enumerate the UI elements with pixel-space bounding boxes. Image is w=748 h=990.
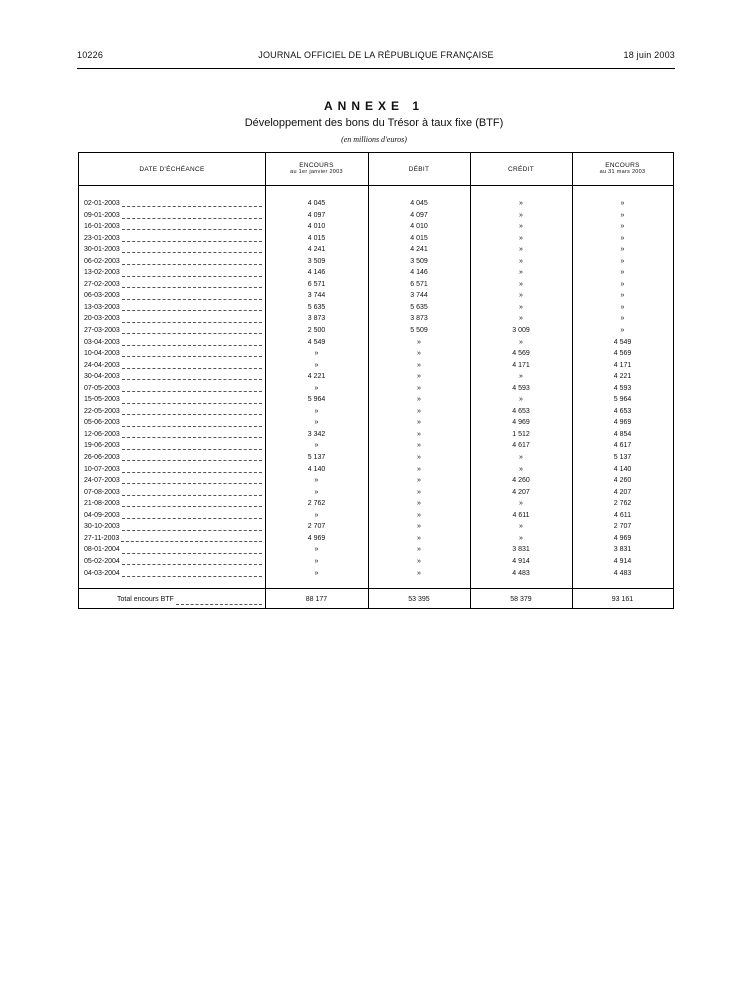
cell-debit: » [417,454,421,462]
cell-debit: » [417,384,421,392]
cell-encours-start: 4 146 [307,269,326,277]
cell-date: 26-06-2003 [84,454,120,462]
cell-encours-end: 2 762 [613,500,632,508]
cell-credit: 3 009 [512,327,530,335]
cell-encours-end: 4 140 [613,465,632,473]
cell-encours-end: » [620,315,625,323]
dot-leader [122,512,262,519]
cell-date-wrap [84,429,262,441]
cell-encours-end: 5 137 [613,454,632,462]
cell-date: 02-01-2003 [84,200,120,207]
cell-encours-start: 4 969 [307,534,326,542]
cell-encours-start: » [314,407,319,415]
cell-debit: 3 509 [410,257,428,265]
cell-encours-end: 4 969 [613,534,632,542]
cell-debit: » [417,534,421,542]
cell-date: 13-02-2003 [84,269,120,277]
cell-date: 05-06-2003 [84,419,120,427]
dot-leader [122,466,262,473]
cell-encours-end: 4 593 [613,384,632,392]
cell-date-wrap [84,556,262,568]
cell-debit: » [417,465,421,473]
cell-debit: » [417,546,421,554]
total-encours-end: 93 161 [611,596,634,603]
cell-encours-end: » [620,280,625,288]
cell-encours-end: » [620,257,625,265]
cell-credit: » [519,200,523,207]
cell-debit: » [417,338,421,346]
cell-date-wrap [84,452,262,464]
cell-date-wrap [84,498,262,510]
table-row [79,337,673,349]
cell-credit: » [519,338,523,346]
cell-credit: 4 653 [512,407,530,415]
cell-debit: » [417,407,421,415]
cell-encours-start: » [314,557,319,565]
cell-debit: 4 097 [410,211,428,219]
table-row [79,475,673,487]
cell-date: 15-05-2003 [84,396,120,404]
dot-leader [122,235,262,242]
dot-leader [122,500,262,507]
cell-encours-start: » [314,384,319,392]
dot-leader [122,420,262,427]
cell-date: 06-02-2003 [84,257,120,265]
dot-leader [122,408,262,415]
cell-credit: 1 512 [512,430,530,438]
table-row [79,279,673,291]
table-row [79,394,673,406]
cell-encours-end: 4 969 [613,419,632,427]
dot-leader [122,558,262,565]
header-encours-end [572,153,673,185]
cell-encours-end: » [620,292,625,300]
cell-date-wrap [84,406,262,418]
cell-credit: » [519,223,523,231]
cell-encours-end: » [620,234,625,242]
cell-date-wrap [84,383,262,395]
dot-leader [122,431,262,438]
cell-encours-start: 4 221 [307,373,326,381]
cell-encours-end: 4 171 [613,361,632,369]
table-row [79,325,673,337]
cell-encours-start: 2 707 [307,523,326,531]
cell-credit: » [519,315,523,323]
header-row-divider [79,185,673,186]
table-row [79,313,673,325]
cell-date-wrap [84,325,262,337]
total-credit: 58 379 [510,596,532,603]
cell-debit: 3 744 [410,292,428,300]
cell-credit: » [519,465,523,473]
header-debit [368,153,470,185]
cell-encours-start: » [314,361,319,369]
cell-credit: 4 914 [512,557,530,565]
cell-date-wrap [84,475,262,487]
cell-debit: » [417,442,421,450]
cell-encours-end: » [620,303,625,311]
journal-title: JOURNAL OFFICIEL DE LA RÉPUBLIQUE FRANÇAISE [258,50,494,60]
cell-date: 23-01-2003 [84,234,120,242]
dot-leader [122,281,262,288]
dot-leader [122,397,262,404]
cell-date: 05-02-2004 [84,557,120,565]
cell-credit: » [519,373,523,381]
cell-encours-start: 5 635 [307,303,326,311]
header-encours-start [265,153,368,185]
cell-encours-end: » [620,269,625,277]
cell-date: 16-01-2003 [84,223,120,231]
cell-encours-start: » [314,350,319,358]
header-credit [470,153,572,185]
cell-credit: 4 969 [512,419,530,427]
cell-debit: 4 015 [410,234,428,242]
cell-date-wrap [84,394,262,406]
cell-debit: » [417,523,421,531]
cell-date-wrap [84,198,262,210]
publication-date: 18 juin 2003 [623,50,675,60]
cell-debit: 4 045 [410,200,428,207]
table-row [79,244,673,256]
cell-date: 19-06-2003 [84,442,120,450]
cell-date: 21-08-2003 [84,500,120,508]
annex-title: ANNEXE 1 [323,99,425,113]
cell-encours-start: 4 015 [307,234,326,242]
table-row [79,487,673,499]
total-label: Total encours BTF [117,596,174,603]
cell-encours-start: 4 549 [307,338,326,346]
cell-encours-start: 4 097 [307,211,326,219]
cell-encours-end: 4 260 [613,477,632,485]
header-encours-start-label: ENCOURS [299,162,334,169]
btf-table [78,152,674,609]
cell-encours-end: 4 914 [613,557,632,565]
cell-encours-start: 3 509 [307,257,326,265]
annex-subtitle: Développement des bons du Trésor à taux fixe (BTF) [244,117,504,129]
cell-date: 30-01-2003 [84,246,120,254]
table-row [79,510,673,522]
cell-date: 09-01-2003 [84,211,120,219]
cell-encours-start: 2 762 [307,500,326,508]
cell-credit: » [519,246,523,254]
cell-date: 13-03-2003 [84,303,120,311]
cell-encours-end: 5 964 [613,396,632,404]
dot-leader [122,270,262,277]
table-row [79,417,673,429]
cell-encours-end: 4 611 [614,511,631,519]
dot-leader [121,535,262,542]
cell-debit: » [417,488,421,496]
cell-encours-start: » [314,488,319,496]
cell-date-wrap [84,233,262,245]
cell-date-wrap [84,533,262,545]
cell-debit: 5 635 [410,303,428,311]
cell-date: 22-05-2003 [84,407,120,415]
cell-encours-end: 4 221 [613,373,632,381]
cell-encours-end: 4 854 [613,430,632,438]
cell-credit: » [519,280,523,288]
cell-date: 27-03-2003 [84,327,120,335]
cell-encours-start: 3 342 [307,430,326,438]
cell-date-wrap [84,487,262,499]
dot-leader [122,223,262,230]
total-row [79,589,673,610]
cell-encours-start: 4 241 [307,246,326,254]
cell-credit: » [519,234,523,242]
cell-encours-start: » [314,419,319,427]
cell-encours-start: 6 571 [307,280,326,288]
cell-date-wrap [84,544,262,556]
table-row [79,302,673,314]
cell-date-wrap [84,510,262,522]
header-encours-end-sub: au 31 mars 2003 [599,169,646,175]
cell-credit: » [519,534,523,542]
dot-leader [122,547,262,554]
cell-debit: » [417,557,421,565]
cell-date: 04-03-2004 [84,569,120,577]
dot-leader [122,362,262,369]
cell-encours-end: 4 483 [613,569,632,577]
cell-encours-start: » [314,511,319,519]
cell-credit: » [519,303,523,311]
cell-encours-start: 2 500 [307,327,326,335]
table-row [79,440,673,452]
cell-debit: » [417,373,421,381]
table-row [79,556,673,568]
cell-encours-end: » [620,200,625,207]
dot-leader [122,373,262,380]
cell-debit: 5 509 [410,327,428,335]
total-encours-start: 88 177 [305,596,328,603]
table-row [79,256,673,268]
cell-credit: 3 831 [512,546,530,554]
cell-encours-start: 4 010 [307,223,326,231]
cell-encours-start: » [314,442,319,450]
cell-encours-end: » [620,327,625,335]
cell-encours-end: 4 653 [613,407,632,415]
cell-debit: 3 873 [410,315,428,323]
dot-leader [122,385,262,392]
cell-date-wrap [84,267,262,279]
header-date [79,153,265,185]
total-label-wrap [117,589,262,610]
cell-date-wrap [84,371,262,383]
cell-credit: 4 617 [512,442,530,450]
cell-encours-end: » [620,223,625,231]
cell-encours-start: 4 045 [307,200,326,207]
cell-debit: » [417,419,421,427]
cell-date-wrap [84,279,262,291]
cell-debit: 4 241 [410,246,428,254]
cell-date: 12-06-2003 [84,430,120,438]
cell-date-wrap [84,521,262,533]
cell-date-wrap [84,568,262,580]
header-encours-start-sub: au 1er janvier 2003 [290,169,343,175]
cell-encours-start: 3 744 [307,292,326,300]
cell-credit: » [519,211,523,219]
cell-credit: » [519,523,523,531]
cell-credit: » [519,257,523,265]
cell-credit: » [519,454,523,462]
dot-leader [122,454,262,461]
dot-leader [122,570,262,577]
cell-date-wrap [84,210,262,222]
dot-leader [122,212,262,219]
cell-credit: 4 171 [512,361,530,369]
cell-date: 30-04-2003 [84,373,120,381]
cell-encours-end: 4 549 [613,338,632,346]
header-debit-label: DÉBIT [408,165,430,173]
cell-encours-start: 5 137 [307,454,326,462]
table-row [79,233,673,245]
cell-date: 27-02-2003 [84,280,120,288]
table-row [79,348,673,360]
cell-debit: 6 571 [410,280,428,288]
header-rule [77,68,675,69]
cell-credit: 4 593 [512,384,530,392]
cell-credit: 4 207 [512,488,530,496]
cell-encours-end: 4 569 [613,350,632,358]
cell-credit: » [519,269,523,277]
total-debit: 53 395 [408,596,430,603]
header-date-label: DATE D'ÉCHÉANCE [139,165,205,173]
cell-date-wrap [84,417,262,429]
table-row [79,360,673,372]
cell-debit: 4 010 [410,223,428,231]
cell-encours-start: 5 964 [307,396,326,404]
dot-leader [122,489,262,496]
cell-date: 27-11-2003 [84,534,120,542]
table-row [79,371,673,383]
cell-encours-end: » [620,211,625,219]
table-row [79,221,673,233]
cell-credit: » [519,292,523,300]
cell-date: 04-09-2003 [84,511,120,519]
cell-debit: » [417,430,421,438]
cell-date: 07-05-2003 [84,384,120,392]
cell-debit: » [417,569,421,577]
dot-leader [122,200,262,207]
table-row [79,568,673,580]
table-row [79,533,673,545]
cell-debit: » [417,396,421,404]
cell-credit: 4 611 [512,511,530,519]
cell-encours-end: 3 831 [613,546,632,554]
cell-debit: » [417,477,421,485]
cell-date-wrap [84,464,262,476]
table-row [79,464,673,476]
cell-encours-end: 2 707 [613,523,632,531]
dot-leader [122,304,262,311]
header-credit-label: CRÉDIT [508,165,534,173]
cell-date: 24-07-2003 [84,477,120,485]
cell-date-wrap [84,221,262,233]
cell-date: 20-03-2003 [84,315,120,323]
table-row [79,383,673,395]
units-note: (en millions d'euros) [341,135,407,144]
dot-leader [122,443,262,450]
page-number: 10226 [77,50,104,60]
cell-debit: » [417,500,421,508]
cell-date-wrap [84,360,262,372]
dot-leader [122,316,262,323]
page-header [77,50,675,66]
cell-date: 07-08-2003 [84,488,120,496]
dot-leader [122,258,262,265]
cell-credit: 4 483 [512,569,530,577]
table-row [79,290,673,302]
dot-leader [122,350,262,357]
table-row [79,544,673,556]
table-row [79,429,673,441]
cell-date: 30-10-2003 [84,523,120,531]
cell-debit: » [417,511,421,519]
dot-leader [122,477,262,484]
cell-date: 10-07-2003 [84,465,120,473]
cell-date-wrap [84,313,262,325]
table-body [79,198,673,579]
table-row [79,198,673,210]
cell-credit: » [519,500,523,508]
header-encours-end-label: ENCOURS [605,162,640,169]
cell-credit: 4 260 [512,477,530,485]
cell-date-wrap [84,348,262,360]
cell-encours-start: » [314,477,319,485]
cell-encours-start: 4 140 [307,465,326,473]
table-row [79,521,673,533]
cell-encours-start: » [314,546,319,554]
cell-encours-start: » [314,569,319,577]
cell-date: 08-01-2004 [84,546,120,554]
cell-date-wrap [84,244,262,256]
cell-date: 10-04-2003 [84,350,120,358]
cell-encours-end: 4 207 [613,488,632,496]
dot-leader [122,524,262,531]
cell-debit: » [417,361,421,369]
dot-leader [122,327,262,334]
cell-date-wrap [84,302,262,314]
cell-date-wrap [84,256,262,268]
cell-credit: 4 569 [512,350,530,358]
dot-leader [122,339,262,346]
cell-encours-end: 4 617 [613,442,632,450]
cell-date: 03-04-2003 [84,338,120,346]
cell-date-wrap [84,337,262,349]
cell-debit: » [417,350,421,358]
cell-date: 24-04-2003 [84,361,120,369]
cell-encours-start: 3 873 [307,315,326,323]
cell-debit: 4 146 [410,269,428,277]
cell-date-wrap [84,290,262,302]
cell-date-wrap [84,440,262,452]
table-row [79,406,673,418]
cell-date: 06-03-2003 [84,292,120,300]
dot-leader [176,594,262,605]
table-row [79,267,673,279]
table-row [79,498,673,510]
dot-leader [122,293,262,300]
cell-encours-end: » [620,246,625,254]
table-row [79,452,673,464]
dot-leader [122,246,262,253]
cell-credit: » [519,396,523,404]
table-row [79,210,673,222]
